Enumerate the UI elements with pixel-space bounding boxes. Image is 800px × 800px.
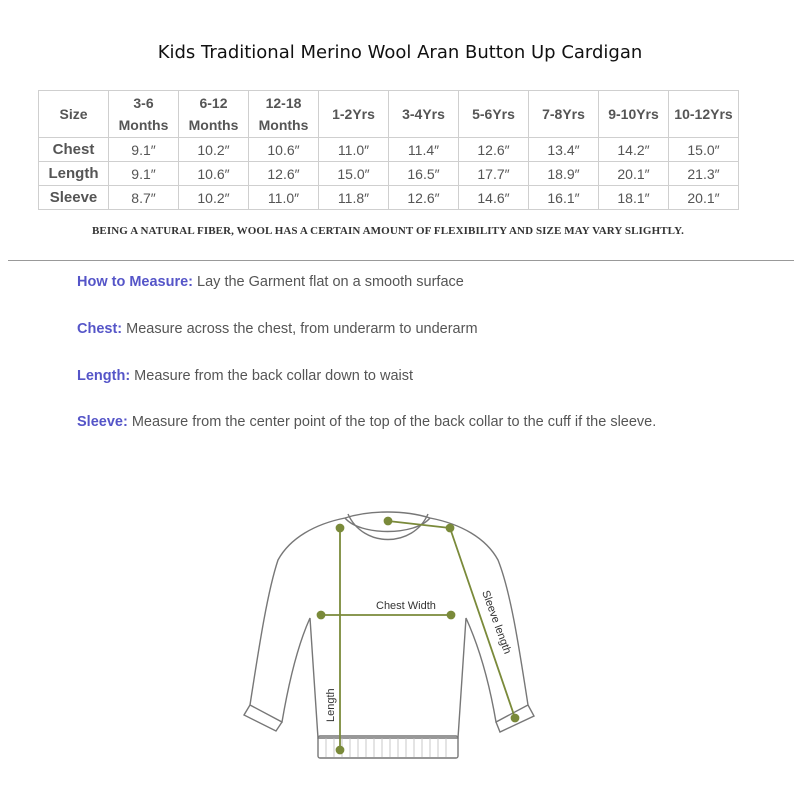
sleeve-label: Sleeve: [77, 414, 128, 430]
sweater-outline-icon [244, 512, 534, 758]
header-cell: 9-10Yrs [599, 91, 669, 138]
table-cell: 11.4″ [389, 138, 459, 162]
header-cell: 12-18 Months [249, 91, 319, 138]
measure-lines [318, 518, 519, 754]
header-cell: 6-12 Months [179, 91, 249, 138]
table-cell: 20.1″ [599, 162, 669, 186]
table-row [39, 138, 739, 162]
header-cell: 3-4Yrs [389, 91, 459, 138]
header-cell: 3-6 Months [109, 91, 179, 138]
table-cell: 12.6″ [389, 186, 459, 210]
sleeve-length-line [450, 528, 515, 718]
table-cell: 14.2″ [599, 138, 669, 162]
table-cell: 18.1″ [599, 186, 669, 210]
length-label: Length: [77, 368, 131, 384]
table-cell: 20.1″ [669, 186, 739, 210]
table-cell: 11.0″ [249, 186, 319, 210]
page-title: Kids Traditional Merino Wool Aran Button Up Cardigan [157, 42, 643, 63]
table-cell: 10.2″ [179, 186, 249, 210]
table-cell: 16.5″ [389, 162, 459, 186]
table-row [39, 162, 739, 186]
header-cell: 1-2Yrs [319, 91, 389, 138]
length-label: Length [325, 688, 337, 722]
chest-width-label: Chest Width [376, 600, 436, 612]
chest-label: Chest: [77, 321, 123, 337]
table-cell: 9.1″ [109, 138, 179, 162]
length-desc: Measure from the back collar down to waist [130, 368, 414, 384]
chest-measure-text [77, 317, 687, 341]
row-label: Chest [39, 138, 109, 162]
table-cell: 16.1″ [529, 186, 599, 210]
table-cell: 11.8″ [319, 186, 389, 210]
table-cell: 13.4″ [529, 138, 599, 162]
chest-desc: Measure across the chest, from underarm to underarm [122, 321, 478, 337]
table-cell: 18.9″ [529, 162, 599, 186]
table-cell: 17.7″ [459, 162, 529, 186]
row-label: Sleeve [39, 186, 109, 210]
header-cell: 5-6Yrs [459, 91, 529, 138]
how-to-measure-desc: Lay the Garment flat on a smooth surface [193, 274, 464, 290]
rib-texture [326, 738, 446, 757]
table-cell: 15.0″ [669, 138, 739, 162]
disclaimer-note: BEING A NATURAL FIBER, WOOL HAS A CERTAIN AMOUNT OF FLEXIBILITY AND SIZE MAY VARY SLIGHTLY. [92, 225, 684, 237]
table-header-row [39, 91, 739, 138]
header-cell: 7-8Yrs [529, 91, 599, 138]
table-cell: 15.0″ [319, 162, 389, 186]
table-cell: 11.0″ [319, 138, 389, 162]
table-cell: 12.6″ [459, 138, 529, 162]
table-cell: 10.6″ [179, 162, 249, 186]
table-cell: 10.2″ [179, 138, 249, 162]
section-divider [8, 260, 794, 261]
sleeve-desc: Measure from the center point of the top of the back collar to the cuff if the sleeve. [127, 414, 657, 430]
table-row [39, 186, 739, 210]
how-to-measure-text [77, 270, 687, 294]
sleeve-measure-text [77, 410, 687, 434]
header-cell: Size [39, 91, 109, 138]
sleeve-length-label: Sleeve length [479, 588, 514, 656]
table-cell: 14.6″ [459, 186, 529, 210]
table-cell: 10.6″ [249, 138, 319, 162]
row-label: Length [39, 162, 109, 186]
how-to-measure-label: How to Measure: [77, 274, 194, 290]
table-cell: 21.3″ [669, 162, 739, 186]
header-cell: 10-12Yrs [669, 91, 739, 138]
table-cell: 9.1″ [109, 162, 179, 186]
table-cell: 8.7″ [109, 186, 179, 210]
length-measure-text [77, 364, 687, 388]
size-chart-table [38, 90, 739, 210]
table-cell: 12.6″ [249, 162, 319, 186]
sweater-measurement-diagram [230, 500, 550, 770]
